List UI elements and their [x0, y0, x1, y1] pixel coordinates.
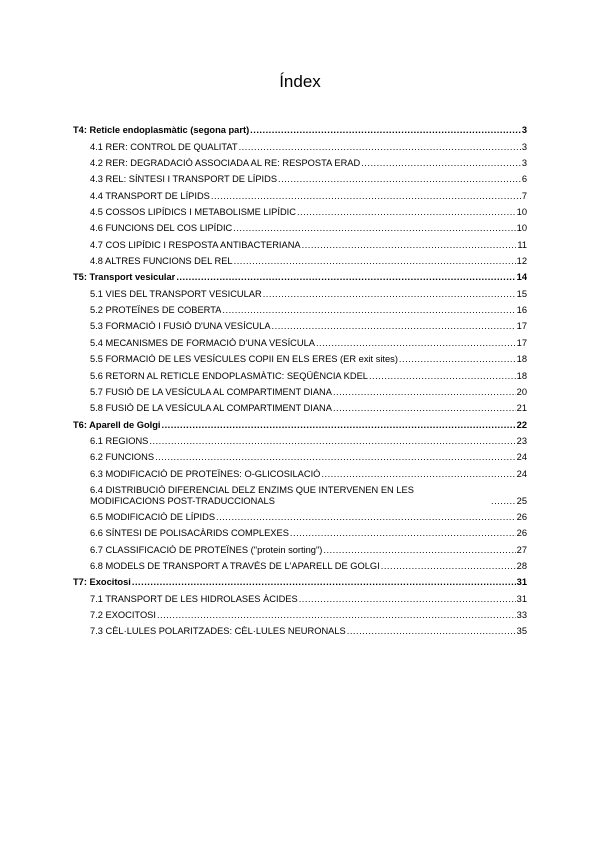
- toc-section-entry[interactable]: [73, 153, 527, 169]
- toc-page-number: 10: [516, 207, 527, 218]
- toc-section-entry[interactable]: [73, 136, 527, 152]
- toc-section-entry[interactable]: [73, 621, 527, 637]
- toc-section-entry[interactable]: [73, 283, 527, 299]
- toc-page-number: 26: [516, 511, 527, 522]
- toc-dot-leader: [333, 403, 516, 414]
- toc-section-entry[interactable]: [73, 588, 527, 604]
- toc-dot-leader: [234, 256, 516, 267]
- toc-dot-leader: [302, 240, 517, 251]
- toc-page-number: 31: [516, 593, 527, 604]
- toc-entry-label: 4.7 COS LIPÍDIC I RESPOSTA ANTIBACTERIANA: [90, 239, 301, 250]
- toc-dot-leader: [369, 371, 516, 382]
- toc-section-entry[interactable]: [73, 463, 527, 479]
- toc-entry-label: 6.7 CLASSIFICACIÓ DE PROTEÏNES ("protein sorting"): [90, 544, 323, 555]
- toc-section-entry[interactable]: [73, 539, 527, 555]
- toc-dot-leader: [211, 191, 521, 202]
- toc-page-number: 28: [516, 560, 527, 571]
- toc-dot-leader: [297, 207, 516, 218]
- toc-page-number: 15: [516, 288, 527, 299]
- toc-page-number: 23: [516, 435, 527, 446]
- toc-section-entry[interactable]: [73, 218, 527, 234]
- toc-entry-label: 5.5 FORMACIÓ DE LES VESÍCULES COPII EN ELS ERES (ER exit sites): [90, 354, 398, 365]
- toc-entry-label: 4.6 FUNCIONS DEL COS LIPÍDIC: [90, 223, 233, 234]
- toc-dot-leader: [381, 561, 516, 572]
- page-title: Índex: [279, 72, 321, 91]
- toc-page-number: 17: [516, 337, 527, 348]
- toc-section-entry[interactable]: [73, 332, 527, 348]
- toc-section-entry[interactable]: [73, 480, 527, 507]
- toc-dot-leader: [399, 354, 516, 365]
- toc-dot-leader: [216, 512, 516, 523]
- toc-chapter-entry[interactable]: [73, 120, 527, 136]
- toc-entry-label: 6.8 MODELS DE TRANSPORT A TRAVÉS DE L'APARELL DE GOLGI: [90, 560, 380, 571]
- toc-dot-leader: [149, 436, 515, 447]
- toc-page-number: 26: [516, 528, 527, 539]
- toc-entry-label: 6.1 REGIONS: [90, 435, 149, 446]
- toc-entry-label: 6.3 MODIFICACIÓ DE PROTEÏNES: O-GLICOSILACIÓ: [90, 468, 321, 479]
- toc-section-entry[interactable]: [73, 382, 527, 398]
- toc-page-number: 12: [516, 256, 527, 267]
- toc-dot-leader: [155, 452, 516, 463]
- toc-page-number: 20: [516, 386, 527, 397]
- toc-entry-label: 4.2 RER: DEGRADACIÓ ASSOCIADA AL RE: RESPOSTA ERAD: [90, 158, 361, 169]
- toc-entry-label: 6.5 MODIFICACIÓ DE LÍPIDS: [90, 511, 216, 522]
- toc-section-entry[interactable]: [73, 556, 527, 572]
- toc-chapter-entry[interactable]: [73, 572, 527, 588]
- toc-page-number: 18: [516, 354, 527, 365]
- toc-dot-leader: [323, 545, 515, 556]
- toc-page-number: 11: [517, 239, 527, 250]
- toc-page-number: 21: [516, 403, 527, 414]
- toc-page-number: 27: [516, 544, 527, 555]
- toc-entry-label: 5.2 PROTEÏNES DE COBERTA: [90, 305, 222, 316]
- toc-entry-label: 6.6 SÍNTESI DE POLISACÀRIDS COMPLEXES: [90, 528, 289, 539]
- toc-dot-leader: [239, 142, 521, 153]
- toc-dot-leader: [347, 626, 516, 637]
- toc-page-number: 25: [516, 495, 527, 506]
- toc-dot-leader: [290, 528, 516, 539]
- toc-section-entry[interactable]: [73, 398, 527, 414]
- toc-dot-leader: [299, 594, 516, 605]
- toc-dot-leader: [272, 321, 516, 332]
- toc-entry-label: 7.2 EXOCITOSI: [90, 609, 156, 620]
- toc-entry-label: T5: Transport vesicular: [73, 272, 176, 283]
- toc-page-number: 3: [521, 158, 527, 169]
- toc-dot-leader: [161, 420, 515, 431]
- toc-section-entry[interactable]: [73, 251, 527, 267]
- toc-entry-label: 5.3 FORMACIÓ I FUSIÓ D'UNA VESÍCULA: [90, 321, 271, 332]
- toc-dot-leader: [222, 305, 515, 316]
- toc-page-number: 14: [516, 272, 527, 283]
- toc-dot-leader: [132, 577, 516, 588]
- toc-entry-label: 5.8 FUSIÓ DE LA VESÍCULA AL COMPARTIMENT DIANA: [90, 403, 332, 414]
- toc-section-entry[interactable]: [73, 605, 527, 621]
- toc-entry-label: T7: Exocitosi: [73, 577, 131, 588]
- toc-section-entry[interactable]: [73, 447, 527, 463]
- toc-entry-label: 7.3 CÈL·LULES POLARITZADES: CÈL·LULES NEURONALS: [90, 626, 346, 637]
- toc-section-entry[interactable]: [73, 169, 527, 185]
- toc-page-number: 3: [521, 141, 527, 152]
- toc-page-number: 6: [521, 174, 527, 185]
- toc-entry-label: 4.5 COSSOS LIPÍDICS I METABOLISME LIPÍDIC: [90, 207, 296, 218]
- toc-section-entry[interactable]: [73, 185, 527, 201]
- toc-entry-label: 4.8 ALTRES FUNCIONS DEL REL: [90, 256, 233, 267]
- toc-chapter-entry[interactable]: [73, 267, 527, 283]
- toc-page-number: 7: [521, 190, 527, 201]
- toc-section-entry[interactable]: [73, 202, 527, 218]
- toc-entry-label: 5.6 RETORN AL RETICLE ENDOPLASMÀTIC: SEQÜÈNCIA KDEL: [90, 370, 368, 381]
- toc-dot-leader: [278, 174, 521, 185]
- toc-page-number: 33: [516, 609, 527, 620]
- table-of-contents: [73, 120, 527, 637]
- toc-page-number: 35: [516, 626, 527, 637]
- toc-section-entry[interactable]: [73, 431, 527, 447]
- toc-page-number: 24: [516, 452, 527, 463]
- toc-entry-label: 4.3 REL: SÍNTESI I TRANSPORT DE LÍPIDS: [90, 174, 278, 185]
- toc-page-number: 24: [516, 468, 527, 479]
- toc-page-number: 10: [516, 223, 527, 234]
- toc-dot-leader: [250, 125, 521, 136]
- toc-entry-label: 7.1 TRANSPORT DE LES HIDROLASES ÀCIDES: [90, 593, 298, 604]
- toc-entry-label: 5.4 MECANISMES DE FORMACIÓ D'UNA VESÍCULA: [90, 337, 315, 348]
- toc-page-number: 16: [516, 305, 527, 316]
- toc-section-entry[interactable]: [73, 507, 527, 523]
- toc-entry-label: 6.2 FUNCIONS: [90, 452, 155, 463]
- toc-section-entry[interactable]: [73, 349, 527, 365]
- toc-dot-leader: [491, 496, 516, 507]
- toc-entry-label: 4.1 RER: CONTROL DE QUALITAT: [90, 141, 238, 152]
- toc-entry-label: T6: Aparell de Golgi: [73, 419, 161, 430]
- toc-page-number: 17: [516, 321, 527, 332]
- toc-section-entry[interactable]: [73, 234, 527, 250]
- toc-dot-leader: [157, 610, 516, 621]
- toc-chapter-entry[interactable]: [73, 414, 527, 430]
- toc-entry-label: 4.4 TRANSPORT DE LÍPIDS: [90, 190, 210, 201]
- toc-entry-label: T4: Reticle endoplasmàtic (segona part): [73, 125, 250, 136]
- toc-section-entry[interactable]: [73, 523, 527, 539]
- toc-section-entry[interactable]: [73, 316, 527, 332]
- toc-dot-leader: [321, 469, 515, 480]
- toc-entry-label: 6.4 DISTRIBUCIÓ DIFERENCIAL DELZ ENZIMS QUE INTERVENEN EN LES MODIFICACIONS POST-TRADUCCIONALS: [90, 484, 414, 506]
- toc-dot-leader: [316, 338, 516, 349]
- toc-page-number: 3: [521, 125, 527, 136]
- toc-dot-leader: [263, 289, 516, 300]
- toc-page-number: 22: [516, 419, 527, 430]
- toc-dot-leader: [333, 387, 516, 398]
- toc-dot-leader: [361, 158, 521, 169]
- toc-page-number: 31: [516, 577, 527, 588]
- toc-page-number: 18: [516, 370, 527, 381]
- toc-section-entry[interactable]: [73, 300, 527, 316]
- toc-section-entry[interactable]: [73, 365, 527, 381]
- toc-entry-label: 5.7 FUSIÓ DE LA VESÍCULA AL COMPARTIMENT DIANA: [90, 386, 332, 397]
- toc-dot-leader: [176, 272, 515, 283]
- toc-entry-label: 5.1 VIES DEL TRANSPORT VESICULAR: [90, 288, 262, 299]
- toc-dot-leader: [233, 223, 515, 234]
